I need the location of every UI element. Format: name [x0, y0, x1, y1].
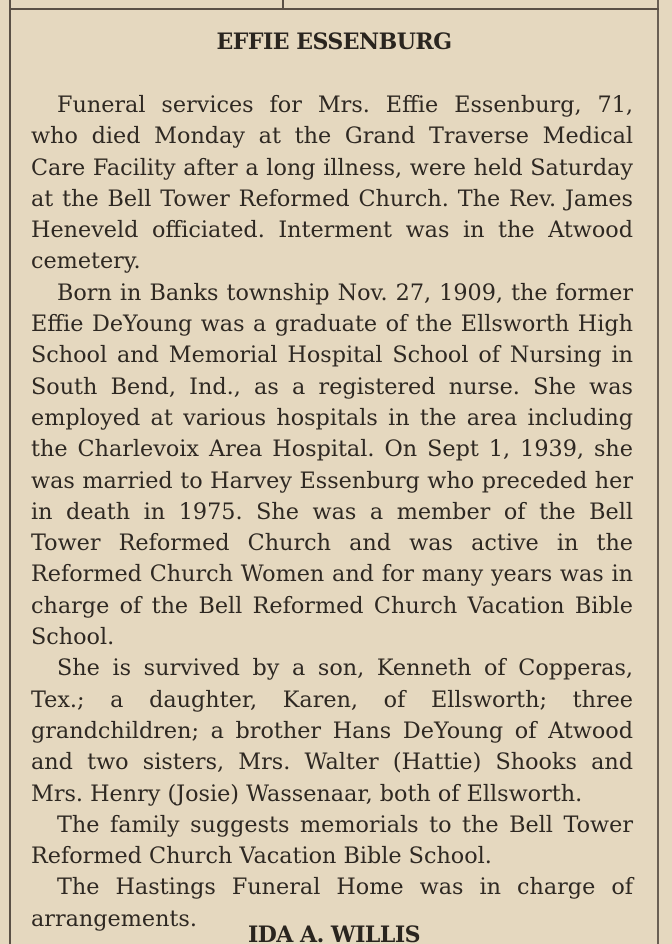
paragraph-survivors: She is survived by a son, Kenneth of Copperas, Tex.; a daughter, Karen, of Ellsworth; three grandchildren; a brother Hans DeYoung of Atwood and two sisters, Mrs. Walter (Hattie) Shooks and Mrs. Henry (Josie) Wassenaar, both of Ellsworth.: [31, 655, 633, 807]
column-rule-right: [657, 0, 659, 944]
column-rule-top: [9, 8, 659, 10]
obituary-body: [31, 90, 633, 935]
paragraph-memorials: The family suggests memorials to the Bell Tower Reformed Church Vacation Bible School.: [31, 811, 633, 870]
next-obituary-title: IDA A. WILLIS: [247, 922, 421, 944]
paragraph-arrangements: The Hastings Funeral Home was in charge of arrangements.: [31, 874, 633, 932]
column-rule-left: [9, 0, 11, 944]
column-rule-tick: [282, 0, 284, 9]
paragraph-biography: Born in Banks township Nov. 27, 1909, the former Effie DeYoung was a graduate of the Ellsworth High School and Memorial Hospital School of Nursing in South Bend, Ind., as a registered nurse. She was employed at various hospitals in the area including the Charlevoix Area Hospital. On Sept 1, 1939, she was married to Harvey Essenburg who preceded her in death in 1975. She was a member of the Bell Tower Reformed Church and was active in the Reformed Church Women and for many years was in charge of the Bell Reformed Church Vacation Bible School.: [31, 279, 633, 651]
paragraph-services: Funeral services for Mrs. Effie Essenburg, 71, who died Monday at the Grand Traverse Medical Care Facility after a long illness, were held Saturday at the Bell Tower Reformed Church. The Rev. James Heneveld officiated. Interment was in the Atwood cemetery.: [31, 92, 633, 275]
obituary-title: EFFIE ESSENBURG: [216, 29, 452, 55]
